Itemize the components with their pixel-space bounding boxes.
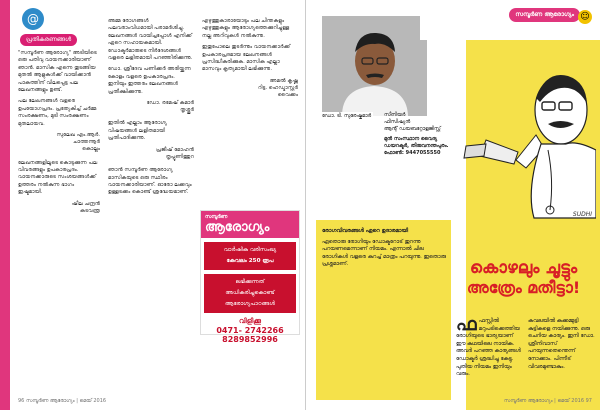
ad-phone[interactable]: 0471- 2742266 — [216, 326, 284, 335]
doctor-cartoon-icon — [456, 40, 596, 220]
signature-name: പ്രജീഷ് മോഹൻ — [155, 146, 194, 153]
intro-paragraph: ഏതൊരു രോഗിയും ഡോക്ടറോട് തുറന്നു പറയണമെന്നാണ് നിയമം. എന്നാൽ ചില രോഗികൾ വളരെ കുറച്ച് മാത്രം പറയുന്നു. ഇതൊരു പ്രശ്നമാണ്. — [322, 238, 446, 268]
article-column-b — [528, 318, 596, 371]
ad-line: ആരോഗ്യപാഠങ്ങൾ — [224, 301, 276, 307]
signature-place: കടവന്ത്ര — [80, 207, 100, 214]
letter-paragraph: ലേഖനങ്ങളിലൂടെ കൊടുക്കുന്ന പല വിവരങ്ങളും ഉപകാരപ്രദം. വായനക്കാരുടെ സംശയങ്ങൾക്ക് ഉത്തരം നൽകുന്ന ഭാഗം ഇഷ്ടമായി. — [18, 159, 98, 196]
left-accent-bar — [0, 0, 10, 410]
author-contact: മുൻ സംസ്ഥാന വൈദ്യ ഡയറക്ടർ, തിരുവനന്തപുരം. ഫോൺ: 9447055550 — [384, 136, 449, 156]
signature-name: ഷീല ചന്ദ്രൻ — [71, 200, 100, 207]
letter-paragraph: എഴുത്തുകാരായോടും പല ചിന്തകളും എഴുത്തുകളും ആരോഗ്യത്തെക്കുറിച്ചുള്ള നല്ല അറിവുകൾ നൽകുന്നു. — [202, 18, 290, 39]
subscription-ad[interactable] — [200, 210, 300, 344]
dropcap: ഫ — [456, 314, 477, 335]
ad-line: വാർഷിക വരിസംഖ്യ — [223, 247, 277, 253]
author-photo — [322, 16, 427, 116]
letter-signature — [18, 132, 100, 154]
article-column-a — [456, 314, 524, 379]
ad-price-box — [204, 242, 296, 270]
smiley-icon: ☺ — [578, 10, 592, 24]
signature-place: തൃശ്ശൂർ — [180, 107, 194, 114]
letters-column-3 — [202, 18, 298, 105]
author-portrait-icon — [322, 16, 427, 116]
ad-brand-small: സമ്പൂർണ — [205, 214, 228, 220]
ad-phone[interactable]: 8289852996 — [222, 335, 278, 344]
letter-paragraph: അമ്മ രോഗങ്ങൾ പലവരാംവിധമായി പരാമർശിച്ചു. ലേഖനങ്ങൾ വായിച്ചപ്പോൾ എനിക്ക് ഏറെ സഹായകമായി. ഡോക്ടർമാരുടെ നിർദേശങ്ങൾ വളരെ ലളിതമായി പറഞ്ഞിരിക്കുന്നു. — [108, 18, 193, 62]
ad-contact-label: വിളിക്കൂ — [239, 317, 261, 325]
signature-name: ഡോ. രമേഷ് കുമാർ — [146, 100, 194, 107]
mail-icon: @ — [22, 8, 44, 30]
signature-role: റിട്ട. ഹെഡ്മാസ്റ്റർ — [258, 85, 298, 92]
signature-name: അമൽ കൃഷ്ണ — [269, 77, 298, 84]
ad-price: കേവലം 250 രൂപ — [226, 258, 274, 264]
letter-signature — [18, 201, 100, 215]
signature-place: തൃപ്പൂണിത്തുറ — [165, 153, 194, 160]
ad-brand — [201, 211, 299, 238]
signature-place: വൈക്കം — [277, 92, 298, 99]
letter-paragraph: ഇതുപോലെ തുടർന്നും വായനക്കാർക്ക് ഉപകാരപ്രദമായ ലേഖനങ്ങൾ പ്രസിദ്ധീകരിക്കുക. മാസിക എല്ലാ മാസവും കൃത്യമായി ലഭിക്കുന്നു. — [202, 44, 291, 73]
headline-line-1: കൊഴലും ചൂട്ടും — [469, 258, 578, 278]
author-role: സീനിയർ — [384, 112, 406, 118]
letter-signature — [108, 147, 194, 161]
author-info — [320, 112, 455, 157]
letter-signature — [108, 100, 194, 114]
headline-line-2: അത്രേം മതീട്ടാ! — [466, 278, 581, 297]
ad-line: ലഭിക്കുന്നത് — [235, 279, 265, 285]
ad-brand-name: ആരോഗ്യം — [205, 220, 270, 235]
column-logo: സമ്പൂർണ ആരോഗ്യം — [509, 8, 580, 22]
ad-benefit-box — [204, 274, 296, 313]
author-name: ഡോ. ടി. സുരേഷ്കുമാർ — [322, 113, 372, 119]
signature-place: കൊല്ലം — [82, 146, 100, 153]
article-paragraph: കവലയിൽ കക്കമ്മുട്ടി കുട്ടികളെ നയിക്കുന്നു. ഒരു ചെറിയ കാര്യം. ഇനി ഡോ. ശ്രീനിവാസ് പറയുന്നതെന്തെന്ന് നോക്കാം. പിന്നീട് വിവരമുണ്ടാകും. — [528, 318, 595, 370]
letter-paragraph: ഇതിൽ എല്ലാം ആരോഗ്യ വിഷയങ്ങൾ ലളിതമായി പ്രതിപാദിക്കുന്നു. — [108, 120, 167, 142]
section-tag: പ്രതികരണങ്ങൾ — [20, 34, 77, 46]
right-page — [306, 0, 600, 410]
author-role: ആന്റ് ഡയബറ്റോളജിസ്റ്റ് — [384, 126, 441, 132]
intro-heading: രോഗവിവരങ്ങൾ ഏറെ ഉദാരമായി — [322, 228, 408, 234]
signature-name: സുലേഖ എം.ആർ. — [56, 132, 100, 139]
right-footer: സമ്പൂർണ ആരോഗ്യം | മെയ് 2016 97 — [503, 398, 592, 404]
letter-paragraph: ഡോ. ശ്രീദേവ പണിക്കർ അരിയ്ക്കുന്ന കോളം വളരെ ഉപകാരപ്രദം. ഇനിയും ഇത്തരം ലേഖനങ്ങൾ പ്രതീക്ഷിക്കുന്നു. — [108, 66, 191, 95]
letter-paragraph: പല ലേഖനങ്ങൾ വളരെ ഉപയോഗപ്രദം. പ്രത്യേകിച്ച് ചർമ്മ സംരക്ഷണം, മുടി സംരക്ഷണം മുതലായവ. — [18, 98, 97, 127]
intro-text — [322, 228, 446, 269]
letter-signature — [202, 78, 298, 100]
letters-column-2 — [108, 18, 194, 201]
author-role: ഫിസിഷ്യൻ — [384, 119, 411, 125]
cartoonist-signature: SUDHI — [572, 211, 592, 218]
signature-place: ചാത്തന്നൂർ — [73, 139, 100, 146]
ad-line: അധികരിച്ചുകൊണ്ട് — [225, 290, 275, 296]
left-footer: 96 സമ്പൂർണ ആരോഗ്യം | മെയ് 2016 — [18, 398, 107, 404]
letter-paragraph: "സമ്പൂർണ ആരോഗ്യ" അടിയിടെ ഒരു പതിവു വായനക്കാരിയാണ് ഞാൻ. മാസിക എന്നെ തുടങ്ങിയ മുതൽ ആളുകൾക്ക് വായിക്കാൻ പാകത്തിന് വിലപ്പെട്ട പല ലേഖനങ്ങളും ഉണ്ട്. — [18, 50, 97, 94]
letters-column-1 — [18, 50, 100, 221]
letter-paragraph: ഞാൻ സമ്പൂർണ ആരോഗ്യ മാസികയുടെ ഒരു സ്ഥിരം വായനക്കാരിയാണ്. ഓരോ ലക്കവും ഉള്ളടക്കം കൊണ്ട് ശ്രദ്ധേയമാണ്. — [108, 167, 192, 196]
article-paragraph: ഫസ്റ്റിൽ മറുപടിക്കെത്തിയ രോഗിയുടെ ഭാര്യയാണ് ഈ കഥയിലെ നായിക. അവർ പറഞ്ഞ കാര്യങ്ങൾ ഡോക്ടർ ശ്രദ്ധിച്ചു കേട്ടു. പുതിയ നിയമം ഇനിയും വരും. — [456, 318, 521, 378]
doctor-cartoon — [456, 40, 596, 220]
article-headline — [451, 258, 596, 298]
